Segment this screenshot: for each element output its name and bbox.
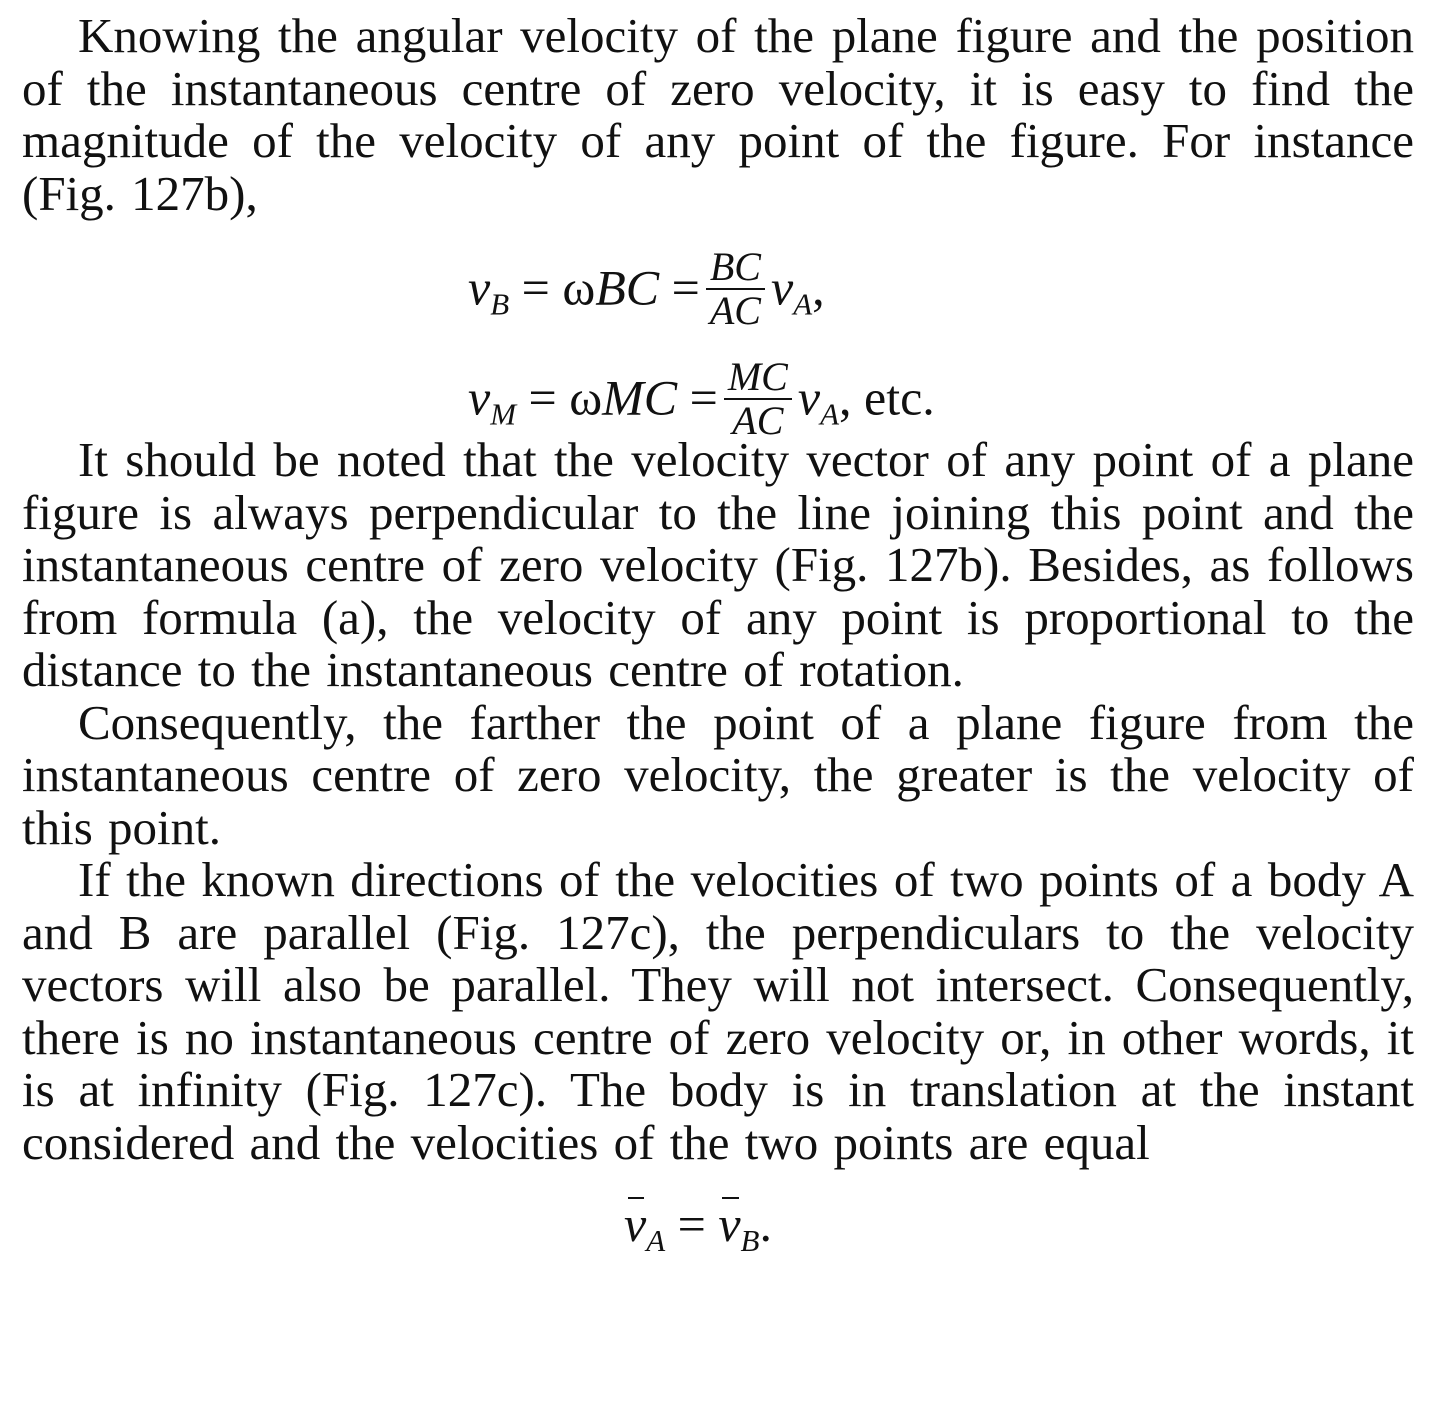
eq3-rhs-sub: B bbox=[740, 1223, 760, 1258]
eq2-frac-denominator: AC bbox=[732, 398, 784, 443]
eq2-frac-numerator: MC bbox=[724, 356, 792, 400]
eq1-frac-denominator: AC bbox=[709, 288, 761, 333]
eq2-equals: = bbox=[528, 369, 557, 426]
equation-va-equals-vb bbox=[624, 1196, 772, 1258]
eq2-rhs: v bbox=[797, 369, 821, 426]
eq2-equals-2: = bbox=[689, 369, 718, 426]
eq3-tail: . bbox=[759, 1196, 772, 1252]
paragraph-consequently: Consequently, the farther the point of a plane figure from the instantaneous centre of zero velocity, the greater is the velocity of this point. bbox=[22, 694, 1414, 855]
equation-vm bbox=[468, 354, 935, 446]
equation-vb bbox=[468, 244, 825, 336]
eq2-tail: , etc. bbox=[839, 369, 935, 426]
paragraph-parallel-velocities: If the known directions of the velocities of two points of a body A and B are parallel (Fig. 127c), the perpendiculars to the velocity vectors will also be parallel. They will not intersect. Consequently, there is no instantaneous centre of zero velocity or, in other words, it is at infinity (Fig. 127c). The body is in translation at the instant considered and the velocities of the two points are equal bbox=[22, 852, 1414, 1170]
eq3-rhs-vector bbox=[718, 1196, 741, 1252]
eq1-equals: = bbox=[521, 259, 550, 316]
eq2-lhs: v bbox=[468, 369, 491, 426]
eq1-tail: , bbox=[812, 259, 825, 316]
eq2-fraction bbox=[724, 356, 792, 442]
eq2-lhs-sub: M bbox=[490, 396, 517, 432]
eq3-equals: = bbox=[677, 1196, 706, 1252]
paragraph-perpendicular-velocity: It should be noted that the velocity vector of any point of a plane figure is always perpendicular to the line joining this point and the instantaneous centre of zero velocity (Fig. 127b). Besides, as follows from formula (a), the velocity of any point is proportional to the distance to the instantaneous centre of rotation. bbox=[22, 432, 1414, 697]
paragraph-angular-velocity: Knowing the angular velocity of the plane figure and the position of the instantaneous centre of zero velocity, it is easy to find the magnitude of the velocity of any point of the figure. For instance (Fig. 127b), bbox=[22, 8, 1414, 221]
eq1-fraction bbox=[706, 246, 765, 332]
eq2-rhs-sub: A bbox=[820, 396, 839, 432]
equation-group-velocities bbox=[22, 220, 1414, 443]
document-page bbox=[22, 10, 1414, 1269]
eq1-rhs: v bbox=[771, 259, 794, 316]
eq1-equals-2: = bbox=[671, 259, 700, 316]
equation-group-equal-velocities bbox=[22, 1169, 1414, 1269]
eq1-omega: ω bbox=[562, 259, 596, 316]
eq3-lhs-vector bbox=[624, 1196, 647, 1252]
eq3-lhs: v bbox=[624, 1196, 647, 1252]
eq3-lhs-sub: A bbox=[646, 1223, 666, 1258]
eq1-rhs-sub: A bbox=[793, 286, 813, 322]
eq1-lhs: v bbox=[468, 259, 491, 316]
eq1-segment: BC bbox=[595, 259, 660, 316]
eq3-rhs: v bbox=[718, 1196, 741, 1252]
eq2-segment: MC bbox=[602, 369, 678, 426]
eq2-omega: ω bbox=[569, 369, 603, 426]
eq1-frac-numerator: BC bbox=[706, 246, 765, 290]
eq1-lhs-sub: B bbox=[490, 286, 510, 322]
